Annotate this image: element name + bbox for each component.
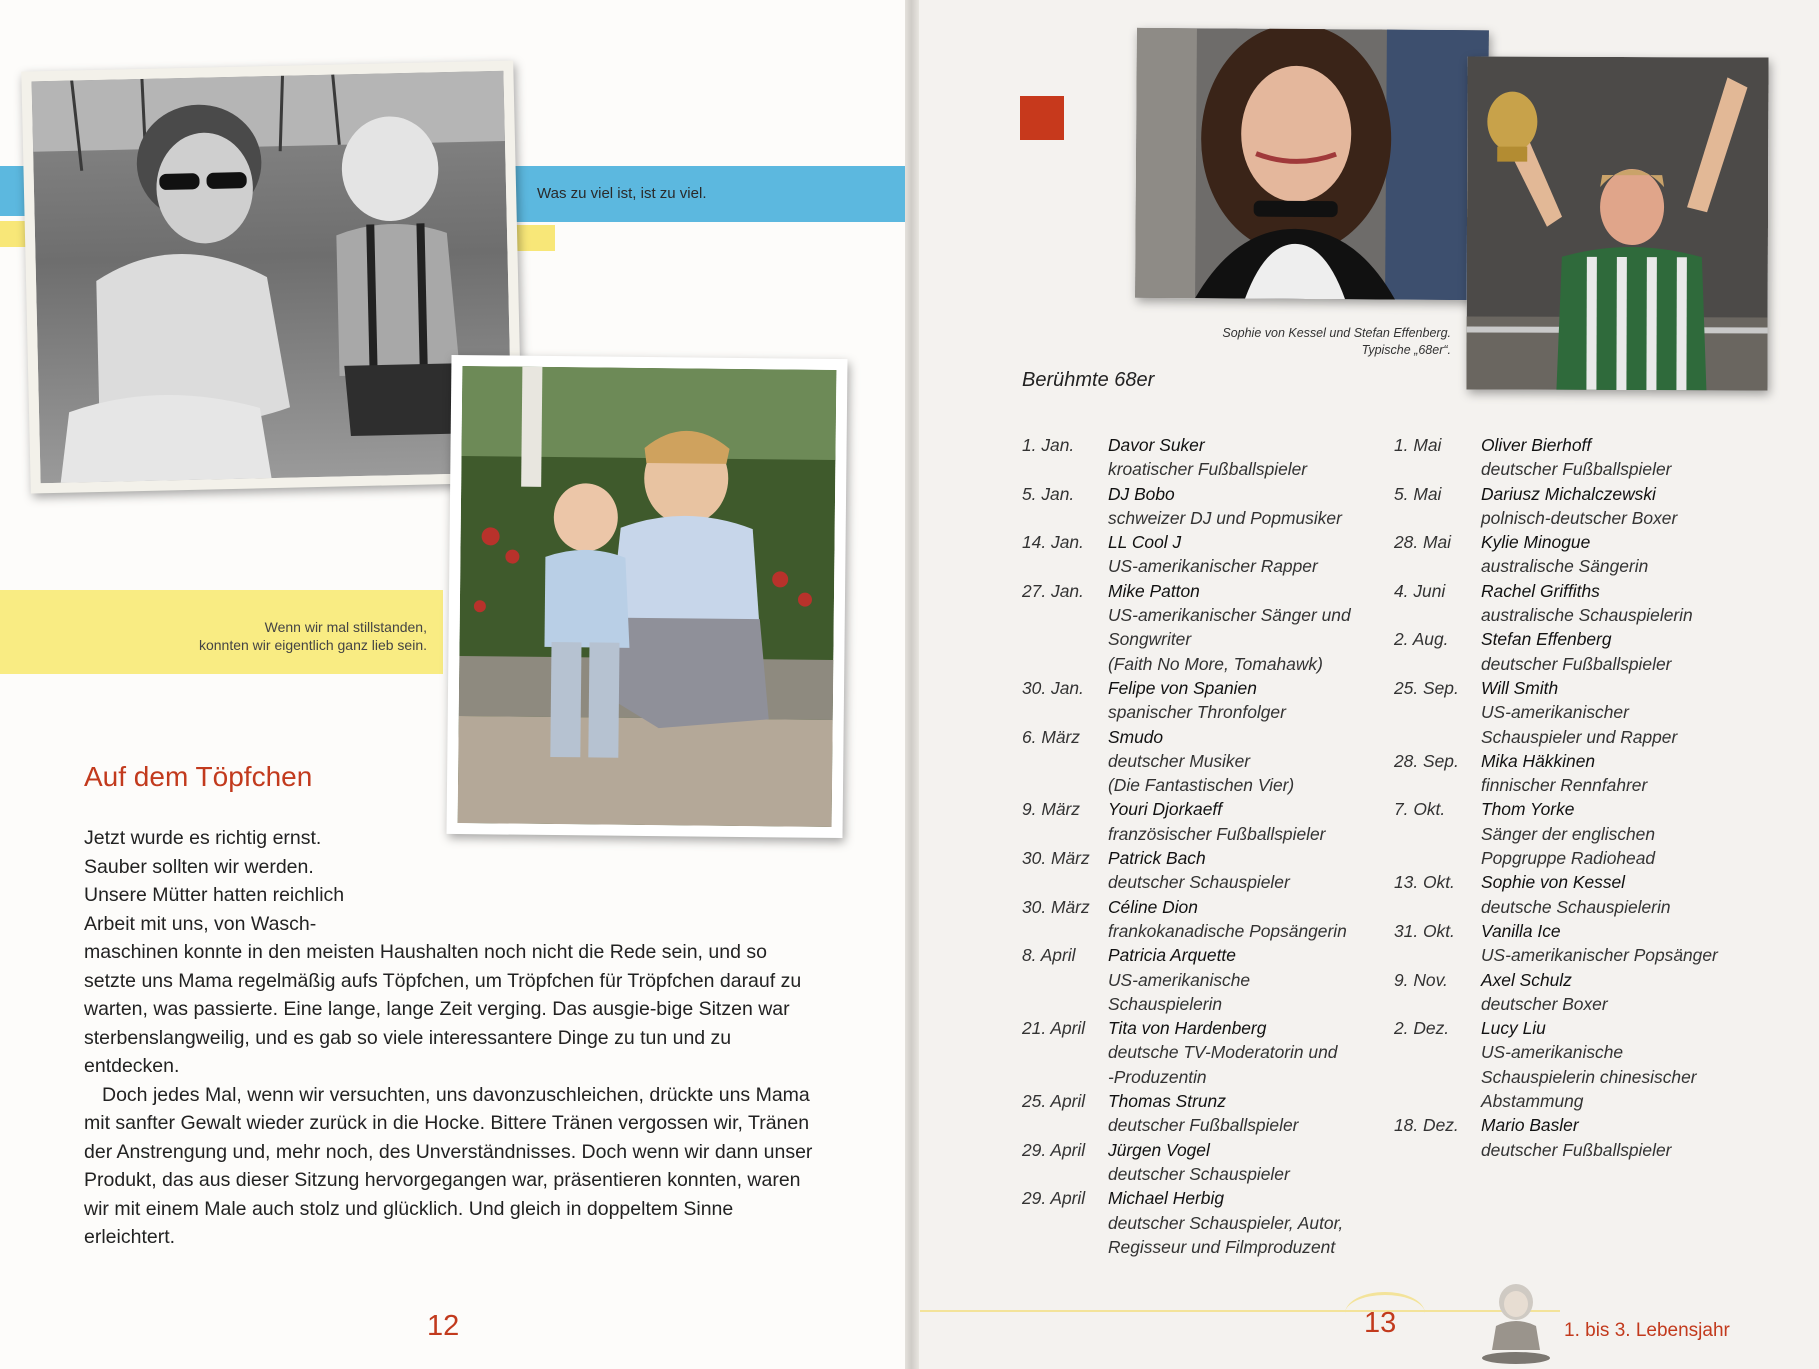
celebrity-name: Youri Djorkaeff xyxy=(1108,799,1223,820)
birthday-body xyxy=(1481,919,1774,968)
celebrity-description: deutscher Fußballspieler xyxy=(1108,1115,1299,1136)
celebrity-description: US-amerikanischer Rapper xyxy=(1108,556,1318,577)
body-paragraph-2: Doch jedes Mal, wenn wir versuchten, uns davonzuschleichen, drückte uns Mama mit sanfter Gewalt wieder zurück in die Hocke. Bittere Tränen vergossen wir, Tränen der Anstrengung und, mehr noch, des Unverständnisses. Doch wenn wir dann unser Produkt, das aus dieser Sitzung hervorgegangen war, präsentieren konnten, waren wir mit einem Male auch stolz und glücklich. Und gleich in doppeltem Sinne erleichtert. xyxy=(84,1083,813,1248)
birthday-body xyxy=(1108,1138,1382,1187)
page-number-left: 12 xyxy=(427,1310,460,1342)
celebrity-description: deutscher Fußballspieler xyxy=(1481,1139,1672,1160)
celebrity-description: Abstammung xyxy=(1481,1091,1584,1112)
birthday-body xyxy=(1481,482,1774,531)
birthday-date: 7. Okt. xyxy=(1394,799,1446,820)
birthday-date: 28. Sep. xyxy=(1394,750,1459,771)
celebrity-name: Oliver Bierhoff xyxy=(1481,435,1592,455)
celebrity-description: Schauspielerin chinesischer xyxy=(1481,1066,1697,1087)
birthday-body xyxy=(1481,1113,1774,1162)
celebrity-description: französischer Fußballspieler xyxy=(1108,823,1326,844)
celebrity-description: deutscher Fußballspieler xyxy=(1481,653,1672,674)
birthday-entry xyxy=(1022,676,1382,725)
birthday-entry xyxy=(1022,1089,1382,1138)
celebrity-name: DJ Bobo xyxy=(1108,483,1175,504)
red-square-marker xyxy=(1020,96,1064,140)
birthday-date: 1. Jan. xyxy=(1022,435,1075,455)
caption-yellow-line-1: Wenn wir mal stillstanden, xyxy=(264,619,427,635)
birthdays-column-1 xyxy=(1022,433,1382,1259)
celebrity-name: Tita von Hardenberg xyxy=(1108,1018,1267,1039)
birthday-date: 27. Jan. xyxy=(1022,580,1084,601)
birthday-entry xyxy=(1022,797,1382,846)
birthday-body xyxy=(1481,579,1774,628)
birthday-body xyxy=(1481,797,1774,870)
celebrity-name: Stefan Effenberg xyxy=(1481,629,1612,650)
celebrity-name: Céline Dion xyxy=(1108,896,1198,917)
photo-caption xyxy=(1222,325,1451,359)
birthday-body xyxy=(1108,725,1382,798)
celebrity-description: deutsche Schauspielerin xyxy=(1481,896,1671,917)
photo-sophie-image xyxy=(1135,28,1489,300)
birthday-entry xyxy=(1394,627,1774,676)
birthday-date: 6. März xyxy=(1022,726,1080,747)
celebrity-description: Sänger der englischen xyxy=(1481,823,1656,844)
birthday-body xyxy=(1108,530,1382,579)
celebrity-description: deutscher Musiker xyxy=(1108,750,1251,771)
birthday-date: 9. März xyxy=(1022,799,1080,820)
celebrity-description: spanischer Thronfolger xyxy=(1108,702,1286,723)
birthday-date: 29. April xyxy=(1022,1139,1086,1160)
birthday-body xyxy=(1481,870,1774,919)
body-line-2: Sauber sollten wir werden. xyxy=(84,855,314,878)
birthday-body xyxy=(1108,797,1382,846)
birthday-entry xyxy=(1022,433,1382,482)
birthday-date: 25. April xyxy=(1022,1091,1086,1112)
birthday-date: 30. Jan. xyxy=(1022,677,1084,698)
birthday-date: 13. Okt. xyxy=(1394,872,1455,893)
birthday-entry xyxy=(1022,895,1382,944)
list-title: Berühmte 68er xyxy=(1022,369,1155,391)
birthday-body xyxy=(1481,749,1774,798)
celebrity-description: kroatischer Fußballspieler xyxy=(1108,459,1308,480)
birthday-body xyxy=(1108,1089,1382,1138)
book-gutter xyxy=(905,0,919,1369)
celebrity-description: -Produzentin xyxy=(1108,1066,1207,1087)
celebrity-description: deutscher Boxer xyxy=(1481,993,1608,1014)
celebrity-name: LL Cool J xyxy=(1108,532,1182,553)
body-line-4: Arbeit mit uns, von Wasch- xyxy=(84,912,317,935)
celebrity-name: Jürgen Vogel xyxy=(1108,1139,1210,1160)
caption-yellow xyxy=(107,618,427,654)
left-page xyxy=(0,0,908,1369)
birthday-body xyxy=(1108,676,1382,725)
celebrity-name: Felipe von Spanien xyxy=(1108,677,1257,698)
photo-caption-line-1: Sophie von Kessel und Stefan Effenberg. xyxy=(1222,326,1451,340)
birthday-body xyxy=(1481,968,1774,1017)
celebrity-description: deutscher Fußballspieler xyxy=(1481,459,1672,480)
birthday-date: 1. Mai xyxy=(1394,435,1442,455)
birthday-body xyxy=(1481,1016,1774,1113)
birthday-body xyxy=(1108,1186,1382,1259)
birthdays-column-2 xyxy=(1394,433,1774,1162)
birthday-entry xyxy=(1394,482,1774,531)
birthday-entry xyxy=(1394,676,1774,749)
photo-mother-child-image xyxy=(32,71,513,484)
celebrity-description: schweizer DJ und Popmusiker xyxy=(1108,507,1342,528)
body-text xyxy=(84,824,814,1252)
celebrity-name: Mika Häkkinen xyxy=(1481,750,1596,771)
page-number-right: 13 xyxy=(1364,1307,1397,1339)
celebrity-name: Michael Herbig xyxy=(1108,1188,1224,1209)
celebrity-description: Popgruppe Radiohead xyxy=(1481,848,1656,869)
birthday-body xyxy=(1481,530,1774,579)
birthday-date: 5. Jan. xyxy=(1022,483,1075,504)
birthday-date: 4. Juni xyxy=(1394,580,1446,601)
birthday-date: 21. April xyxy=(1022,1018,1086,1039)
photo-effenberg-image xyxy=(1466,56,1768,390)
celebrity-description: frankokanadische Popsängerin xyxy=(1108,920,1347,941)
photo-two-boys-image xyxy=(458,366,837,827)
birthday-entry xyxy=(1394,919,1774,968)
birthday-date: 14. Jan. xyxy=(1022,532,1084,553)
birthday-body xyxy=(1108,846,1382,895)
birthday-body xyxy=(1108,1016,1382,1089)
footer-rule xyxy=(920,1310,1560,1312)
birthday-body xyxy=(1481,433,1774,482)
birthday-entry xyxy=(1394,797,1774,870)
body-line-1: Jetzt wurde es richtig ernst. xyxy=(84,827,322,849)
birthday-entry xyxy=(1394,530,1774,579)
celebrity-description: US-amerikanische xyxy=(1108,969,1251,990)
birthday-entry xyxy=(1022,846,1382,895)
birthday-date: 5. Mai xyxy=(1394,483,1442,504)
caption-top: Was zu viel ist, ist zu viel. xyxy=(537,185,707,202)
celebrity-description: australische Sängerin xyxy=(1481,556,1649,577)
celebrity-name: Smudo xyxy=(1108,726,1164,747)
birthday-entry xyxy=(1022,1138,1382,1187)
birthday-entry xyxy=(1022,943,1382,1016)
birthday-date: 28. Mai xyxy=(1394,532,1452,553)
birthday-date: 8. April xyxy=(1022,945,1076,966)
birthday-body xyxy=(1481,676,1774,749)
photo-stefan-effenberg xyxy=(1466,56,1768,390)
birthday-entry xyxy=(1394,749,1774,798)
birthday-entry xyxy=(1022,725,1382,798)
celebrity-description: finnischer Rennfahrer xyxy=(1481,775,1648,796)
photo-sophie-von-kessel xyxy=(1135,28,1489,300)
celebrity-description: (Faith No More, Tomahawk) xyxy=(1108,653,1323,674)
birthday-date: 30. März xyxy=(1022,848,1090,869)
birthday-entry xyxy=(1022,1186,1382,1259)
celebrity-description: US-amerikanische xyxy=(1481,1042,1624,1063)
celebrity-description: deutscher Schauspieler xyxy=(1108,872,1290,893)
celebrity-name: Davor Suker xyxy=(1108,435,1205,455)
celebrity-name: Rachel Griffiths xyxy=(1481,580,1600,601)
birthday-body xyxy=(1108,579,1382,676)
birthday-date: 31. Okt. xyxy=(1394,920,1455,941)
celebrity-description: australische Schauspielerin xyxy=(1481,605,1693,626)
birthday-entry xyxy=(1022,530,1382,579)
celebrity-description: deutsche TV-Moderatorin und xyxy=(1108,1042,1338,1063)
body-paragraph-1: maschinen konnte in den meisten Haushalten noch nicht die Rede sein, und so setzte uns Mama regelmäßig aufs Töpfchen, um Tröpfchen für Tröpfchen darauf zu warten, was passierte. Eine lange, lange Zeit verging. Das ausgie-bige Sitzen war sterbenslangweilig, und es gab so viele interessantere Dinge zu tun und zu entdecken. xyxy=(84,941,802,1077)
celebrity-name: Thomas Strunz xyxy=(1108,1091,1226,1112)
section-heading: Auf dem Töpfchen xyxy=(84,761,313,792)
photo-two-boys xyxy=(447,355,848,838)
celebrity-name: Patricia Arquette xyxy=(1108,945,1236,966)
celebrity-name: Patrick Bach xyxy=(1108,848,1206,869)
birthday-date: 29. April xyxy=(1022,1188,1086,1209)
caption-yellow-line-2: konnten wir eigentlich ganz lieb sein. xyxy=(198,637,427,653)
celebrity-name: Vanilla Ice xyxy=(1481,920,1561,941)
birthday-entry xyxy=(1394,1113,1774,1162)
birthday-body xyxy=(1481,627,1774,676)
celebrity-name: Mike Patton xyxy=(1108,580,1200,601)
celebrity-name: Kylie Minogue xyxy=(1481,532,1591,553)
birthday-entry xyxy=(1394,579,1774,628)
birthday-body xyxy=(1108,433,1382,482)
celebrity-description: deutscher Schauspieler, Autor, xyxy=(1108,1212,1344,1233)
birthday-entry xyxy=(1022,1016,1382,1089)
celebrity-description: US-amerikanischer Popsänger xyxy=(1481,945,1718,966)
celebrity-name: Axel Schulz xyxy=(1481,969,1572,990)
celebrity-name: Mario Basler xyxy=(1481,1115,1579,1136)
photo-mother-child xyxy=(21,60,522,493)
celebrity-description: US-amerikanischer xyxy=(1481,702,1629,723)
celebrity-description: (Die Fantastischen Vier) xyxy=(1108,775,1295,796)
birthday-entry xyxy=(1394,1016,1774,1113)
celebrity-description: Schauspieler und Rapper xyxy=(1481,726,1678,747)
celebrity-description: deutscher Schauspieler xyxy=(1108,1163,1290,1184)
birthday-date: 30. März xyxy=(1022,896,1090,917)
celebrity-name: Lucy Liu xyxy=(1481,1018,1546,1039)
body-line-3: Unsere Mütter hatten reichlich xyxy=(84,884,345,906)
birthday-body xyxy=(1108,482,1382,531)
baby-figure-icon xyxy=(1478,1278,1554,1364)
celebrity-description: Schauspielerin xyxy=(1108,993,1223,1014)
birthday-entry xyxy=(1022,579,1382,676)
birthday-body xyxy=(1108,943,1382,1016)
birthday-entry xyxy=(1394,870,1774,919)
birthday-date: 2. Aug. xyxy=(1394,629,1449,650)
celebrity-name: Dariusz Michalczewski xyxy=(1481,483,1656,504)
celebrity-name: Thom Yorke xyxy=(1481,799,1575,820)
celebrity-description: US-amerikanischer Sänger und xyxy=(1108,605,1351,626)
birthday-body xyxy=(1108,895,1382,944)
chapter-label: 1. bis 3. Lebensjahr xyxy=(1564,1320,1730,1341)
birthday-date: 25. Sep. xyxy=(1394,677,1459,698)
birthday-date: 2. Dez. xyxy=(1394,1018,1450,1039)
birthday-date: 9. Nov. xyxy=(1394,969,1448,990)
yellow-caption-box xyxy=(0,590,443,674)
celebrity-description: Songwriter xyxy=(1108,629,1192,650)
celebrity-description: polnisch-deutscher Boxer xyxy=(1481,507,1678,528)
celebrity-description: Regisseur und Filmproduzent xyxy=(1108,1236,1336,1257)
birthday-entry xyxy=(1394,968,1774,1017)
celebrity-name: Sophie von Kessel xyxy=(1481,872,1626,893)
photo-caption-line-2: Typische „68er“. xyxy=(1361,343,1451,357)
celebrity-name: Will Smith xyxy=(1481,677,1559,698)
birthday-date: 18. Dez. xyxy=(1394,1115,1459,1136)
birthday-entry xyxy=(1022,482,1382,531)
birthday-entry xyxy=(1394,433,1774,482)
yellow-band-caption xyxy=(515,225,555,251)
